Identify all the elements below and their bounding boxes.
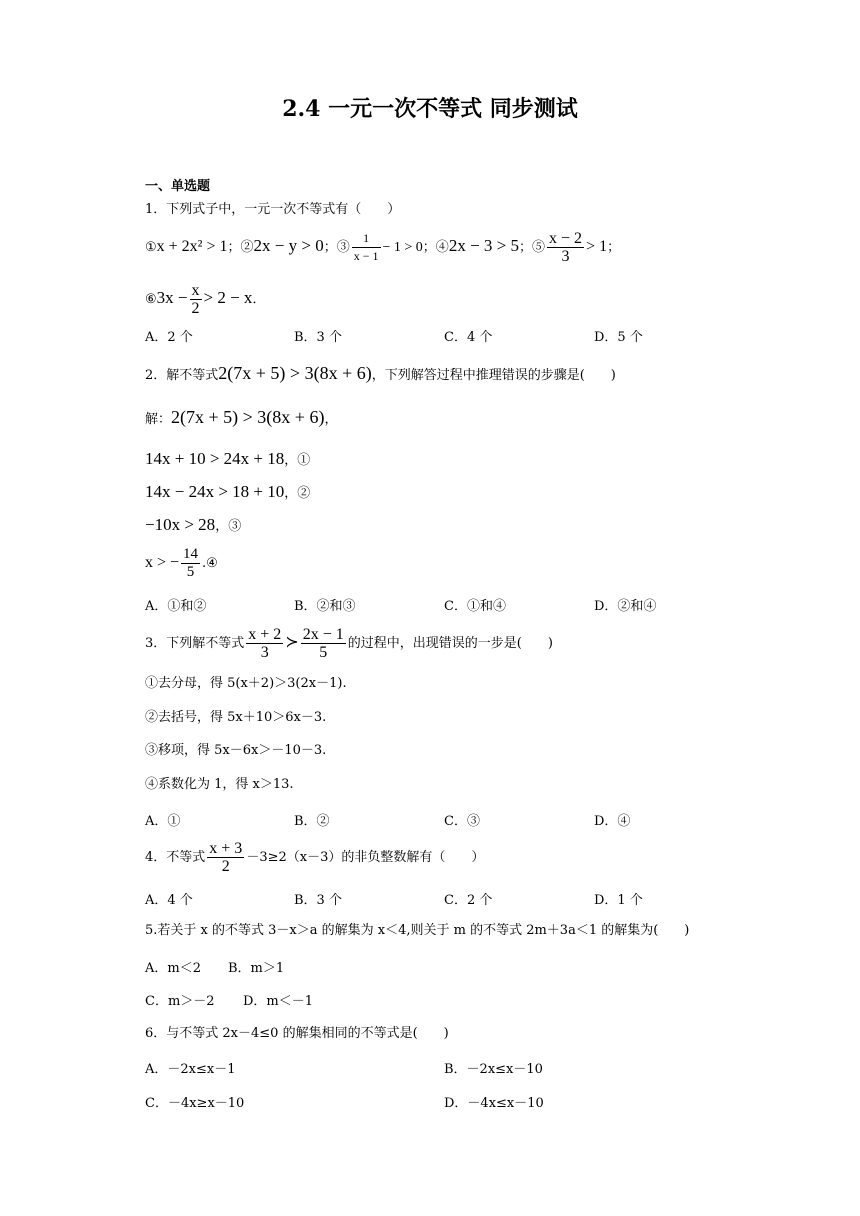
page-title: 2.4 一元一次不等式 同步测试 [282,96,578,122]
q2-stem-post: ，下列解答过程中推理错误的步骤是( ) [371,368,616,383]
q1-sep-3: ；④ [422,240,449,255]
q1-frac-5-num: x − 2 [549,230,583,247]
q2-option-b: B．②和③ [294,599,356,614]
q2-stem-pre: 2．解不等式 [145,368,219,383]
q2-step-3-math: −10x > 28 [145,515,216,534]
q2-step-2 [145,481,310,505]
q2-step-1 [145,448,310,472]
q3-frac-a-num: x + 2 [248,626,282,643]
q1-frac-6-num: x [191,282,200,299]
q4-frac-num: x + 3 [209,840,243,857]
q4-option-b: B．3 个 [294,893,342,908]
q3-frac-a [246,626,283,661]
q1-expr-6a: 3x − [156,288,188,307]
q3-stem-post: 的过程中，出现错误的一步是( ) [347,636,553,651]
q2-option-d: D．②和④ [594,599,657,614]
q1-expr-5: > 1 [586,238,608,255]
q1-expr-2: 2x − y > 0 [253,236,324,255]
q6-option-b: B．－2x≤x－10 [444,1062,543,1077]
q3-option-a: A．① [145,814,181,829]
q1-expr-4: 2x − 3 > 5 [448,236,519,255]
q1-frac-6 [190,282,202,317]
q6-option-c: C．－4x≥x－10 [145,1096,245,1111]
q4-option-d: D．1 个 [594,893,643,908]
q5-option-d: D．m＜－1 [243,994,314,1009]
q1-frac-3-den: x − 1 [353,249,379,263]
q2-step-4-mark: .④ [202,556,218,571]
q6-stem: 6．与不等式 2x－4≤0 的解集相同的不等式是( ) [145,1026,449,1041]
q3-step-4: ④系数化为 1，得 x＞13. [145,777,294,792]
q3-step-1: ①去分母，得 5(x＋2)＞3(2x－1). [145,676,347,691]
q2-solution-intro [145,406,337,431]
q1-frac-3-num: 1 [352,230,381,248]
q1-frac-3 [352,230,381,265]
section-heading: 一、单选题 [145,179,211,194]
q1-expr-6b: > 2 − x [203,288,253,307]
q1-option-d: D．5 个 [594,330,643,345]
q5-option-b: B．m＞1 [228,961,285,976]
q1-option-b: B．3 个 [294,330,342,345]
q1-frac-6-den: 2 [191,300,200,317]
q2-stem-math: 2(7x + 5) > 3(8x + 6) [218,363,372,383]
q2-frac-4 [181,546,200,581]
q4-frac [207,840,244,875]
q2-step-2-math: 14x − 24x > 18 + 10 [145,482,285,501]
q1-sep-2: ；③ [323,240,350,255]
q1-sep-4: ；⑤ [519,240,546,255]
q2-step-1-math: 14x + 10 > 24x + 18 [145,449,285,468]
q3-frac-b [301,626,346,661]
q2-sol-math: 2(7x + 5) > 3(8x + 6) [171,407,325,427]
q6-option-d: D．－4x≤x－10 [444,1096,544,1111]
q1-stem: 1．下列式子中，一元一次不等式有（ ） [145,202,401,217]
q5-stem: 5.若关于 x 的不等式 3－x＞a 的解集为 x＜4,则关于 m 的不等式 2m＋3a＜1 的解集为( ) [145,923,690,938]
q3-option-d: D．④ [594,814,631,829]
q2-step-4-math: x > − [145,554,180,571]
q6-option-a: A．－2x≤x－1 [145,1062,236,1077]
q3-frac-b-num: 2x − 1 [302,626,344,643]
q1-sep-1: ；② [227,240,254,255]
q2-step-4 [145,542,218,585]
q3-stem [145,623,553,664]
q1-sep-6: ． [252,292,266,307]
q2-frac-4-den: 5 [186,564,195,580]
q3-option-c: C．③ [444,814,480,829]
q2-option-a: A．①和② [145,599,207,614]
q2-frac-4-num: 14 [183,546,199,562]
q5-option-a: A．m＜2 [145,961,201,976]
q2-step-1-mark: ，① [284,453,311,468]
q1-expressions [145,228,620,266]
q1-mark-1: ① [145,240,157,255]
q3-operator: ≻ [285,634,299,651]
q4-frac-den: 2 [221,858,230,875]
q1-sep-5: ； [607,240,621,255]
q3-step-2: ②去括号，得 5x＋10＞6x－3. [145,710,327,725]
q2-step-2-mark: ，② [284,486,311,501]
q2-stem [145,362,616,387]
q2-sol-post: ， [324,412,338,427]
q1-mark-6: ⑥ [145,292,157,307]
q3-stem-pre: 3．下列解不等式 [145,636,245,651]
q2-step-3-mark: ，③ [215,519,242,534]
q4-stem-pre: 4．不等式 [145,850,206,865]
q2-sol-pre: 解： [145,412,172,427]
q1-option-c: C．4 个 [444,330,493,345]
q3-option-b: B．② [294,814,330,829]
q1-option-a: A．2 个 [145,330,193,345]
q2-step-3 [145,514,241,538]
q1-frac-5-den: 3 [561,248,570,265]
q4-stem-post: －3≥2（x－3）的非负整数解有（ ） [246,850,485,865]
q1-expression-6 [145,278,265,320]
q3-frac-b-den: 5 [319,644,328,661]
q1-expr-1: x + 2x² > 1 [156,238,228,255]
q5-option-c: C．m＞－2 [145,994,215,1009]
q4-stem [145,837,484,879]
q3-step-3: ③移项，得 5x－6x＞－10－3. [145,743,327,758]
q4-option-a: A．4 个 [145,893,193,908]
q2-option-c: C．①和④ [444,599,506,614]
q1-frac-5 [547,230,584,265]
q4-option-c: C．2 个 [444,893,493,908]
q1-expr-3: − 1 > 0 [382,240,423,255]
q3-frac-a-den: 3 [260,644,269,661]
